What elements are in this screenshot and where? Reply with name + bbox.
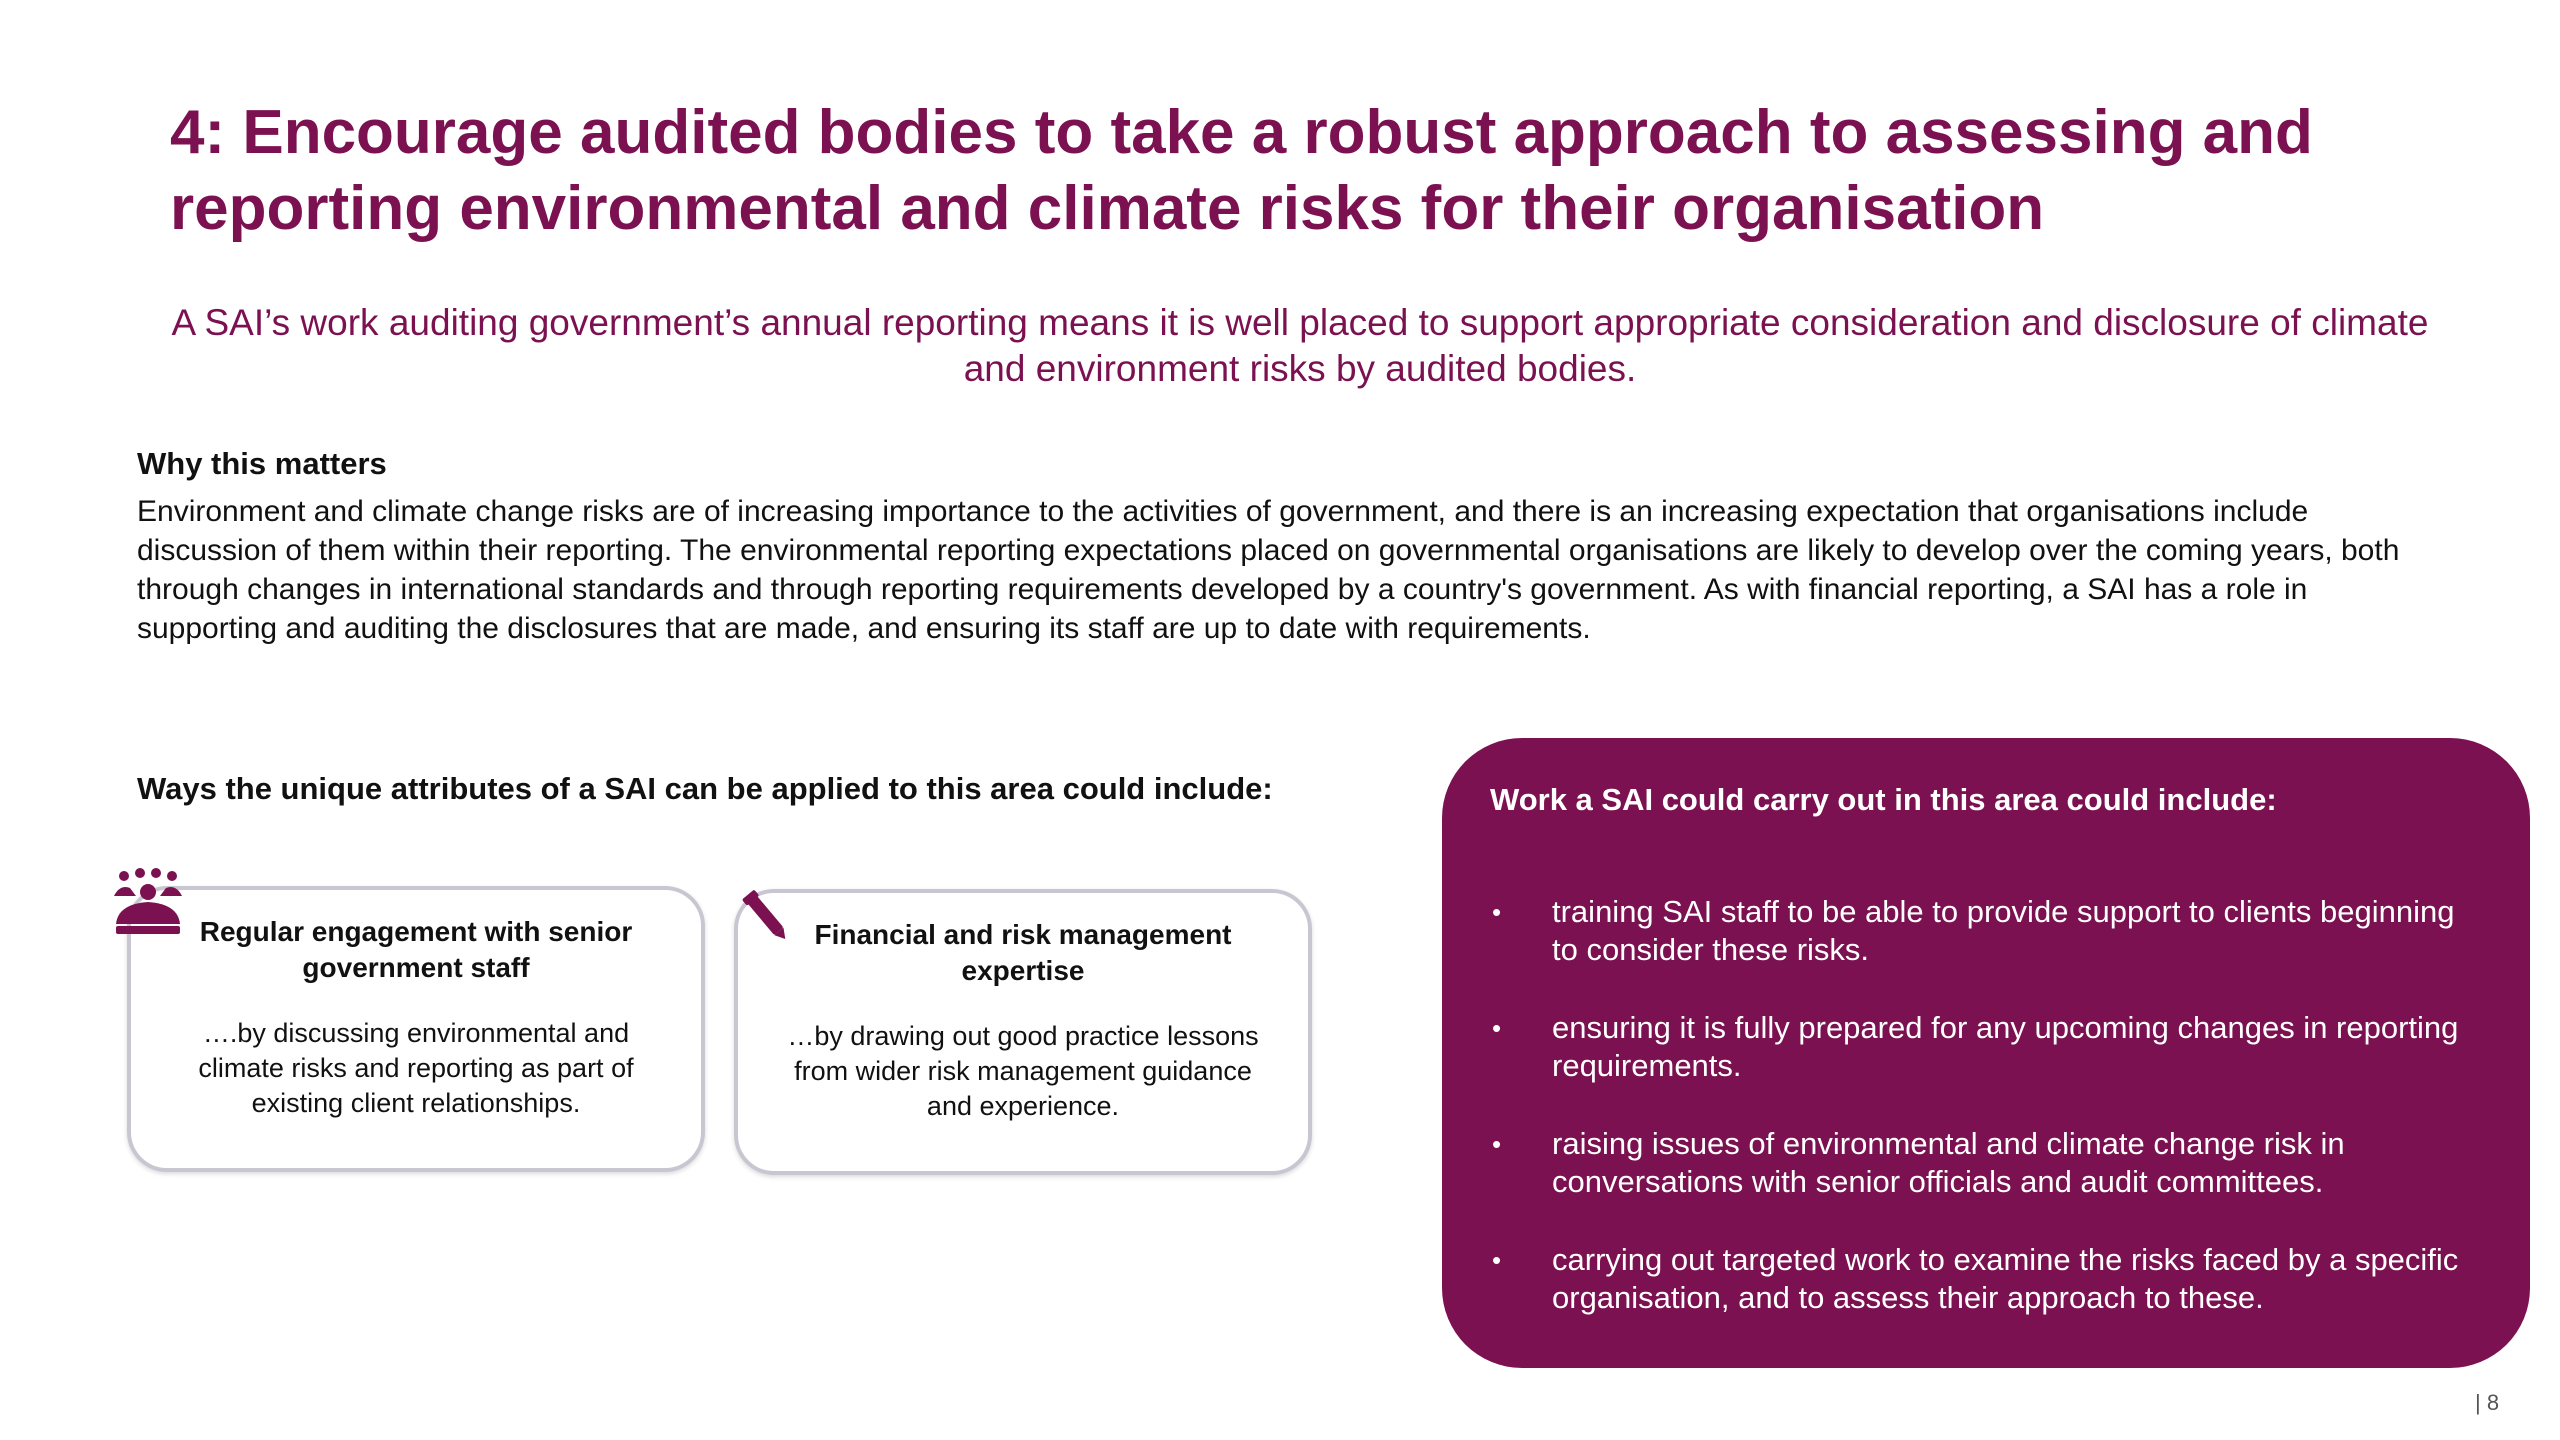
- bullet-icon: •: [1492, 1245, 1502, 1275]
- work-list-item: [1442, 1125, 2482, 1201]
- work-list-item: [1442, 1241, 2482, 1317]
- attribute-card-expertise: [734, 889, 1312, 1175]
- bullet-icon: •: [1492, 897, 1502, 927]
- work-item-text: training SAI staff to be able to provide support to clients beginning to consider these risks.: [1552, 894, 2455, 967]
- ways-heading: Ways the unique attributes of a SAI can be applied to this area could include:: [137, 771, 1273, 806]
- work-panel: [1442, 738, 2530, 1368]
- bullet-icon: •: [1492, 1013, 1502, 1043]
- work-heading: Work a SAI could carry out in this area could include:: [1490, 782, 2277, 817]
- people-icon: [112, 868, 184, 936]
- pen-icon: [736, 886, 796, 946]
- work-item-text: raising issues of environmental and climate change risk in conversations with senior officials and audit committees.: [1552, 1126, 2345, 1199]
- bullet-icon: •: [1492, 1129, 1502, 1159]
- card-title: Regular engagement with senior government staff: [199, 916, 633, 983]
- card-title: Financial and risk management expertise: [814, 919, 1232, 986]
- card-body: …by drawing out good practice lessons from wider risk management guidance and experience.: [787, 1021, 1259, 1121]
- page-number: | 8: [2475, 1390, 2500, 1415]
- work-item-text: carrying out targeted work to examine the risks faced by a specific organisation, and to assess their approach to these.: [1552, 1242, 2459, 1315]
- why-heading: Why this matters: [137, 446, 387, 481]
- attribute-card-engagement: [127, 886, 705, 1172]
- work-list-item: [1442, 1009, 2482, 1085]
- why-body: Environment and climate change risks are of increasing importance to the activities of government, and there is an increasing expectation that organisations include discussion of them within their reporting. The environmental reporting expectations placed on governmental organisations are likely to develop over the coming years, both through changes in international standards and through reporting requirements developed by a country's government. As with financial reporting, a SAI has a role in supporting and auditing the disclosures that are made, and ensuring its staff are up to date with requirements.: [137, 495, 2400, 645]
- work-list-item: [1442, 893, 2482, 969]
- work-list: [1442, 893, 2482, 1357]
- card-body: ….by discussing environmental and climate risks and reporting as part of existing client relationships.: [198, 1018, 634, 1118]
- page-title: 4: Encourage audited bodies to take a robust approach to assessing and reporting environmental and climate risks for their organisation: [170, 98, 2313, 243]
- page-subtitle: A SAI’s work auditing government’s annual reporting means it is well placed to support appropriate consideration and disclosure of climate and environment risks by audited bodies.: [171, 302, 2429, 389]
- work-item-text: ensuring it is fully prepared for any upcoming changes in reporting requirements.: [1552, 1010, 2459, 1083]
